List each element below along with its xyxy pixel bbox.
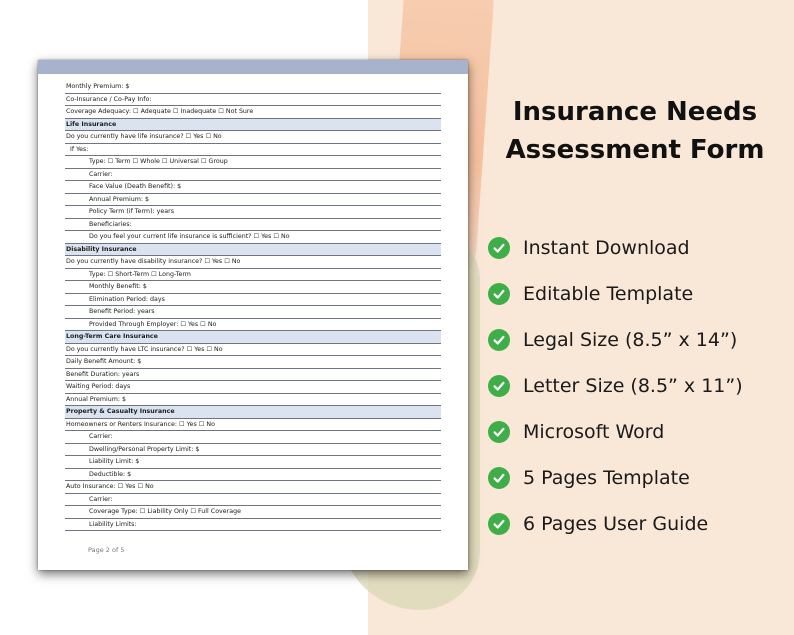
form-row [65,231,441,244]
form-row [65,369,441,382]
product-title [495,93,775,169]
field-label: Benefit Period: years [89,308,155,315]
feature-item [488,324,737,356]
field-label: Beneficiaries: [89,220,132,228]
field-label: Type: ☐ Term ☐ Whole ☐ Universal ☐ Group [89,158,228,165]
form-row [65,306,441,319]
feature-item [488,508,708,540]
form-row [65,169,441,182]
field-label: Monthly Benefit: $ [89,283,147,290]
feature-item [488,232,690,264]
field-label: Liability Limits: [89,520,137,528]
check-circle-icon [488,375,510,397]
form-row [65,431,441,444]
form-row [65,156,441,169]
field-label: Do you feel your current life insurance is sufficient? ☐ Yes ☐ No [89,233,290,240]
check-circle-icon [488,513,510,535]
check-circle-icon [488,467,510,489]
field-label: Waiting Period: days [66,383,131,390]
feature-label: Microsoft Word [523,421,665,443]
field-label: Provided Through Employer: ☐ Yes ☐ No [89,320,217,328]
feature-label: 5 Pages Template [523,467,690,489]
form-row [65,194,441,207]
feature-item [488,278,693,310]
field-label: Carrier: [89,170,113,178]
field-label: Daily Benefit Amount: $ [66,358,142,365]
field-label: Deductible: $ [89,470,132,478]
form-row [65,344,441,357]
form-row [65,419,441,432]
form-row [65,506,441,519]
form-section-header [65,331,441,344]
field-label: Monthly Premium: $ [66,83,130,90]
field-label: Dwelling/Personal Property Limit: $ [89,445,200,453]
field-label: Coverage Adequacy: ☐ Adequate ☐ Inadequate ☐ Not Sure [66,108,254,115]
page-number: Page 2 of 5 [88,546,125,554]
field-label: Homeowners or Renters Insurance: ☐ Yes ☐ No [66,420,215,428]
field-label: Carrier: [89,433,113,440]
check-circle-icon [488,283,510,305]
check-circle-icon [488,421,510,443]
form-section-header [65,244,441,257]
title-line-2: Assessment Form [505,135,765,165]
feature-label: Letter Size (8.5” x 11”) [523,375,743,397]
field-label: Face Value (Death Benefit): $ [89,183,182,190]
section-title: Long-Term Care Insurance [66,333,158,340]
form-row [65,444,441,457]
form-row [65,206,441,219]
field-label: Annual Premium: $ [66,395,127,403]
title-line-1: Insurance Needs [512,97,758,127]
form-row [65,281,441,294]
form-rows [65,81,441,531]
form-row [65,469,441,482]
form-row [65,256,441,269]
form-section-header [65,119,441,132]
form-row [65,519,441,532]
check-circle-icon [488,237,510,259]
feature-label: 6 Pages User Guide [523,513,709,535]
form-row [65,106,441,119]
field-label: Do you currently have LTC insurance? ☐ Yes ☐ No [66,345,223,353]
form-row [65,394,441,407]
feature-item [488,370,743,402]
feature-label: Legal Size (8.5” x 14”) [523,329,738,351]
field-label: Type: ☐ Short-Term ☐ Long-Term [89,270,191,278]
feature-label: Instant Download [523,237,690,259]
section-title: Property & Casualty Insurance [66,408,175,415]
field-label: Benefit Duration: years [66,370,140,378]
form-row [65,319,441,332]
field-label: If Yes: [70,145,89,153]
field-label: Coverage Type: ☐ Liability Only ☐ Full Coverage [89,508,241,515]
form-section-header [65,406,441,419]
field-label: Auto Insurance: ☐ Yes ☐ No [66,483,154,490]
form-row [65,481,441,494]
form-row [65,269,441,282]
form-row [65,494,441,507]
form-row [65,181,441,194]
field-label: Annual Premium: $ [89,195,150,203]
feature-label: Editable Template [523,283,694,305]
form-row [65,131,441,144]
form-row [65,81,441,94]
field-label: Elimination Period: days [89,295,165,303]
form-row [65,94,441,107]
field-label: Policy Term (if Term): years [89,208,174,215]
section-title: Disability Insurance [66,245,137,253]
feature-item [488,462,690,494]
form-row [65,294,441,307]
field-label: Co-Insurance / Co-Pay Info: [66,95,152,103]
form-row [65,456,441,469]
field-label: Liability Limit: $ [89,458,140,465]
form-row [65,381,441,394]
field-label: Carrier: [89,495,113,503]
feature-item [488,416,664,448]
form-row [65,219,441,232]
check-circle-icon [488,329,510,351]
field-label: Do you currently have life insurance? ☐ Yes ☐ No [66,133,222,140]
form-page-preview [38,60,468,570]
form-row [65,144,441,157]
form-row [65,356,441,369]
document-header-bar [38,60,468,74]
field-label: Do you currently have disability insurance? ☐ Yes ☐ No [66,258,241,265]
section-title: Life Insurance [66,120,117,128]
